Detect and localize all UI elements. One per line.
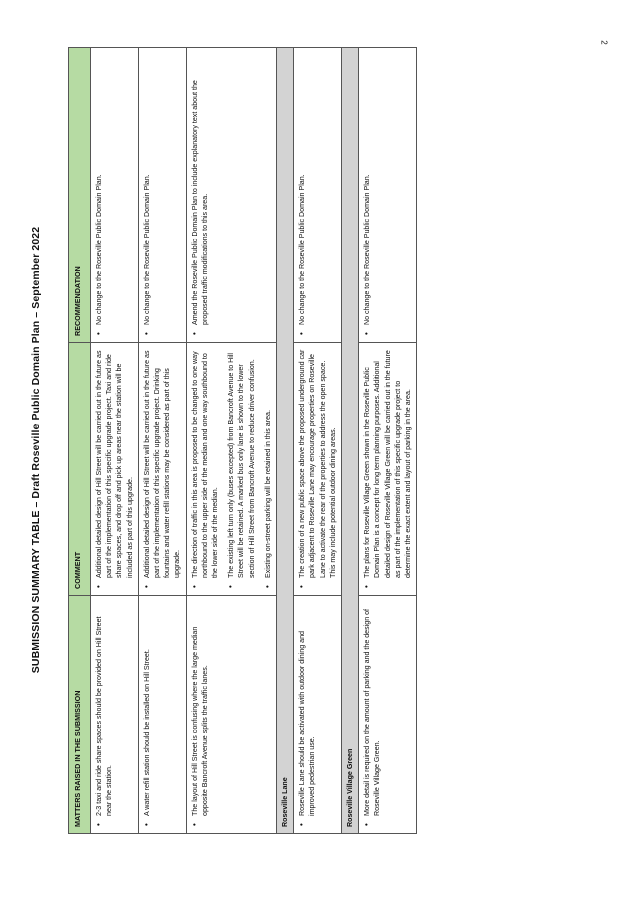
matter-cell (91, 596, 139, 834)
matter-text: • 2-3 taxi and ride share spaces should be provided on Hill Street near the station. (94, 602, 114, 816)
recommendation-cell (91, 48, 139, 343)
recommendation-text: • Amend the Roseville Public Domain Plan to include explanatory text about the proposed traffic modifications to this area. (190, 54, 210, 325)
recommendation-cell (138, 48, 186, 343)
recommendation-text: • No change to the Roseville Public Domain Plan. (142, 54, 152, 325)
section-row (342, 48, 359, 834)
comment-cell (359, 343, 417, 596)
comment-cell (138, 343, 186, 596)
comment-text: • The existing left turn only (buses excepted) from Bancroft Avenue to Hill Street will be retained. A marked bus only lane is shown to the lower section of Hill Street from Bancroft Avenue to reduce driver confusion. (226, 349, 257, 578)
matter-text: • A water refill station should be installed on Hill Street. (142, 602, 152, 816)
matter-cell (359, 596, 417, 834)
comment-cell (91, 343, 139, 596)
table-header-row (69, 48, 91, 834)
table-row (359, 48, 417, 834)
header-comment: COMMENT (69, 343, 91, 596)
comment-text: • Additional detailed design of Hill Street will be carried out in the future as part of the implementation of this specific upgrade project. Taxi and ride share spaces, and drop off and pick up areas near the station will be included as part of this upgrade. (94, 349, 135, 578)
table-row (186, 48, 276, 834)
recommendation-cell (294, 48, 342, 343)
section-row (277, 48, 294, 834)
section-heading-roseville-village-green: Roseville Village Green (342, 48, 359, 834)
table-row (294, 48, 342, 834)
recommendation-text: • No change to the Roseville Public Domain Plan. (297, 54, 307, 325)
recommendation-cell (186, 48, 276, 343)
recommendation-cell (359, 48, 417, 343)
table-row (91, 48, 139, 834)
recommendation-text: • No change to the Roseville Public Domain Plan. (94, 54, 104, 325)
recommendation-text: • No change to the Roseville Public Domain Plan. (362, 54, 372, 325)
page-title: SUBMISSION SUMMARY TABLE – Draft Roseville Public Domain Plan – September 2022 (30, 226, 42, 674)
matter-cell (138, 596, 186, 834)
comment-text: • The direction of traffic in this area is proposed to be changed to one way northbound to the upper side of the median and one way southbound to the lower side of the median. (190, 349, 221, 578)
submission-summary-table (68, 47, 417, 834)
matter-text: • More detail is required on the amount of parking and the design of Roseville Village Green. (362, 602, 382, 816)
matter-cell (294, 596, 342, 834)
page-number: 2 (599, 40, 609, 45)
matter-text: • The layout of Hill Street is confusing where the large median opposite Bancroft Avenue splits the traffic lanes. (190, 602, 210, 816)
matter-text: • Roseville Lane should be activated with outdoor dining and improved pedestrian use. (297, 602, 317, 816)
table-row (138, 48, 186, 834)
header-matters: MATTERS RAISED IN THE SUBMISSION (69, 596, 91, 834)
matter-cell (186, 596, 276, 834)
comment-cell (186, 343, 276, 596)
comment-cell (294, 343, 342, 596)
comment-text: • Existing on-street parking will be retained in this area. (263, 349, 273, 578)
section-heading-roseville-lane: Roseville Lane (277, 48, 294, 834)
comment-text: • Additional detailed design of Hill Street will be carried out in the future as part of the implementation of this specific upgrade project. Drinking fountains and water refill stations may be considered as part of this upgrade. (142, 349, 183, 578)
comment-text: • The plans for Roseville Village Green shown in the Roseville Public Domain Plan is a concept for long term planning purposes. Additional detailed design of Roseville Village Green will be carried out in the future as part of the implementation of this specific upgrade project to determine the exact extent and layout of parking in the area. (362, 349, 413, 578)
comment-text: • The creation of a new public space above the proposed underground car park adjacent to Roseville Lane may encourage properties on Roseville Lane to activate the rear of the properties to address the open space. This may include potential outdoor dining areas. (297, 349, 338, 578)
header-recommendation: RECOMMENDATION (69, 48, 91, 343)
